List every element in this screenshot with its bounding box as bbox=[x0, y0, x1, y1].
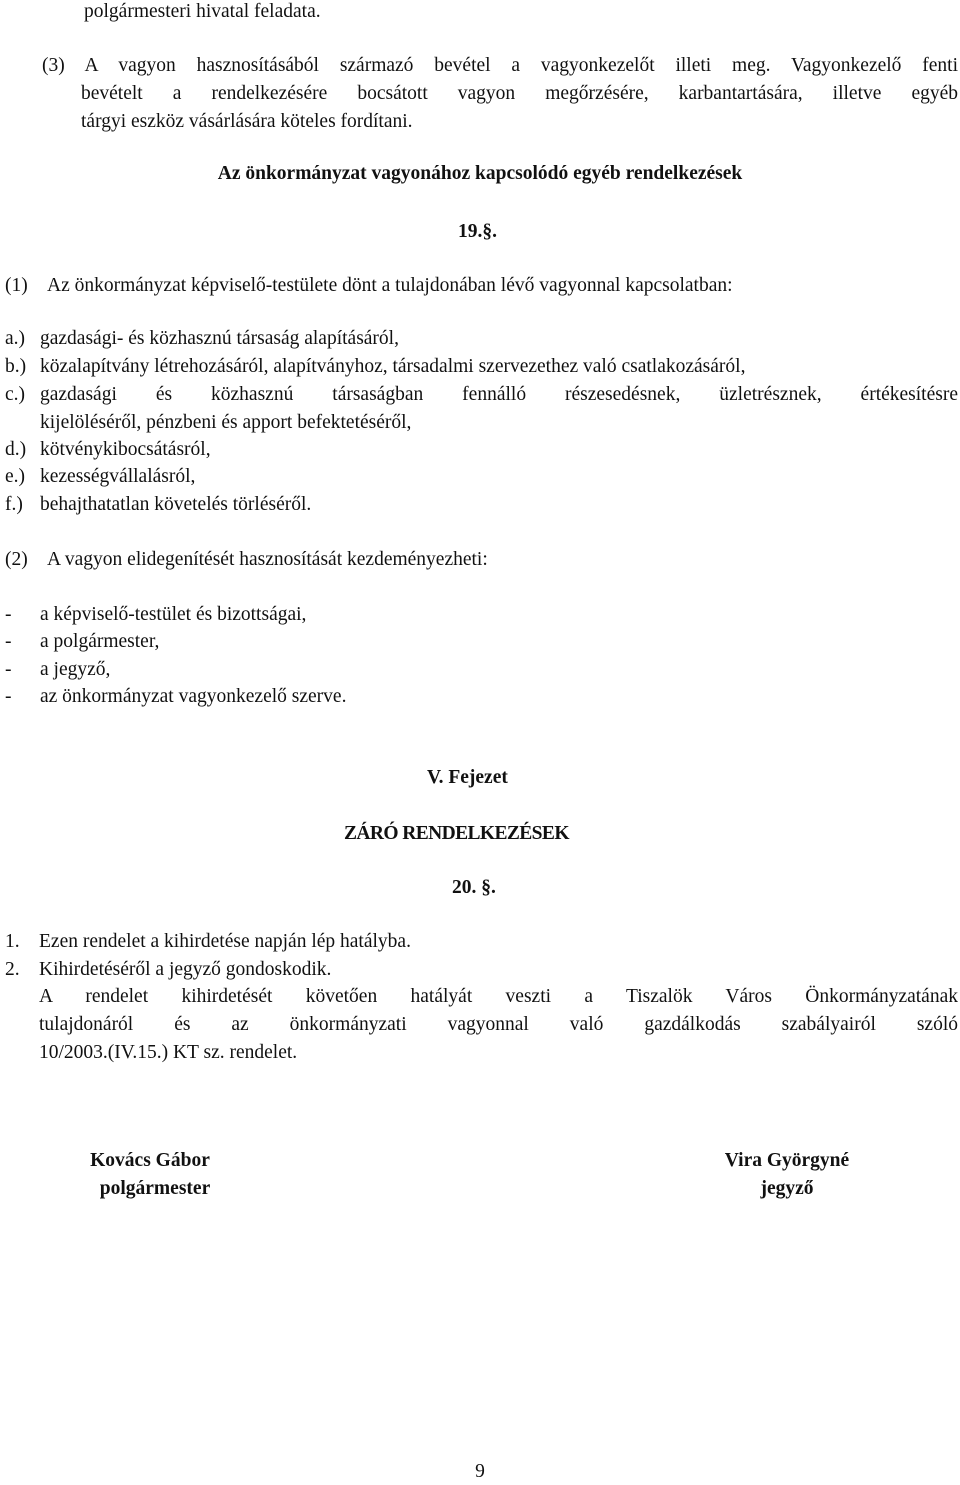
dash-marker: - bbox=[5, 631, 12, 652]
dash-marker: - bbox=[5, 659, 12, 680]
mayor-name: Kovács Gábor bbox=[90, 1150, 210, 1171]
list-item-text: Ezen rendelet a kihirdetése napján lép hatályba. bbox=[39, 931, 411, 952]
para19-1-text: Az önkormányzat képviselő-testülete dönt a tulajdonában lévő vagyonnal kapcsolatban: bbox=[47, 275, 733, 296]
section-number-19: 19.§. bbox=[458, 221, 497, 242]
list-item-label: d.) bbox=[5, 439, 27, 460]
list-item-text: gazdasági- és közhasznú társaság alapításáról, bbox=[40, 328, 399, 349]
notary-name: Vira Györgyné bbox=[724, 1150, 850, 1171]
repeal-line2: tulajdonáról és az önkormányzati vagyonnal való gazdálkodás szabályairól szóló bbox=[39, 1014, 958, 1035]
list-item-text: közalapítvány létrehozásáról, alapítványhoz, társadalmi szervezethez való csatlakozásáról, bbox=[40, 356, 746, 377]
para19-2-number: (2) bbox=[5, 549, 28, 570]
dash-marker: - bbox=[5, 604, 12, 625]
notary-title: jegyző bbox=[760, 1178, 814, 1199]
list-item-text: a jegyző, bbox=[40, 659, 111, 680]
list-item-text: a képviselő-testület és bizottságai, bbox=[40, 604, 307, 625]
intro-fragment: polgármesteri hivatal feladata. bbox=[84, 1, 321, 22]
list-item-text: gazdasági és közhasznú társaságban fennálló részesedésnek, üzletrésznek, értékesítésre bbox=[40, 384, 958, 405]
repeal-line3: 10/2003.(IV.15.) KT sz. rendelet. bbox=[39, 1042, 298, 1063]
list-item-text: behajthatatlan követelés törléséről. bbox=[40, 494, 312, 515]
list-item-label: f.) bbox=[5, 494, 23, 515]
list-item-text: kezességvállalásról, bbox=[40, 466, 196, 487]
list-item-text-continued: kijelöléséről, pénzbeni és apport befektetéséről, bbox=[40, 412, 412, 433]
section-number-20: 20. §. bbox=[452, 877, 496, 898]
dash-marker: - bbox=[5, 686, 12, 707]
page-number: 9 bbox=[475, 1461, 485, 1482]
list-item-text: kötvénykibocsátásról, bbox=[40, 439, 211, 460]
para3-line2: bevételt a rendelkezésére bocsátott vagyon megőrzésére, karbantartására, illetve egyéb bbox=[81, 83, 958, 104]
list-item-label: e.) bbox=[5, 466, 26, 487]
list-item-label: b.) bbox=[5, 356, 27, 377]
list-item-text: az önkormányzat vagyonkezelő szerve. bbox=[40, 686, 347, 707]
list-item-label: 2. bbox=[5, 959, 20, 980]
para19-1-number: (1) bbox=[5, 275, 28, 296]
chapter-label: V. Fejezet bbox=[427, 767, 508, 788]
section-heading: Az önkormányzat vagyonához kapcsolódó egyéb rendelkezések bbox=[217, 163, 743, 184]
para3-line1: (3) A vagyon hasznosításából származó bevétel a vagyonkezelőt illeti meg. Vagyonkezelő fenti bbox=[42, 55, 958, 76]
mayor-title: polgármester bbox=[99, 1178, 211, 1199]
list-item-label: a.) bbox=[5, 328, 26, 349]
para19-2-text: A vagyon elidegenítését hasznosítását kezdeményezheti: bbox=[47, 549, 488, 570]
para3-line3: tárgyi eszköz vásárlására köteles fordítani. bbox=[81, 111, 413, 132]
list-item-label: 1. bbox=[5, 931, 20, 952]
chapter-title: ZÁRÓ RENDELKEZÉSEK bbox=[344, 823, 569, 844]
list-item-text: a polgármester, bbox=[40, 631, 160, 652]
repeal-line1: A rendelet kihirdetését követően hatályát veszti a Tiszalök Város Önkormányzatának bbox=[39, 986, 958, 1007]
list-item-label: c.) bbox=[5, 384, 26, 405]
list-item-text: Kihirdetéséről a jegyző gondoskodik. bbox=[39, 959, 332, 980]
